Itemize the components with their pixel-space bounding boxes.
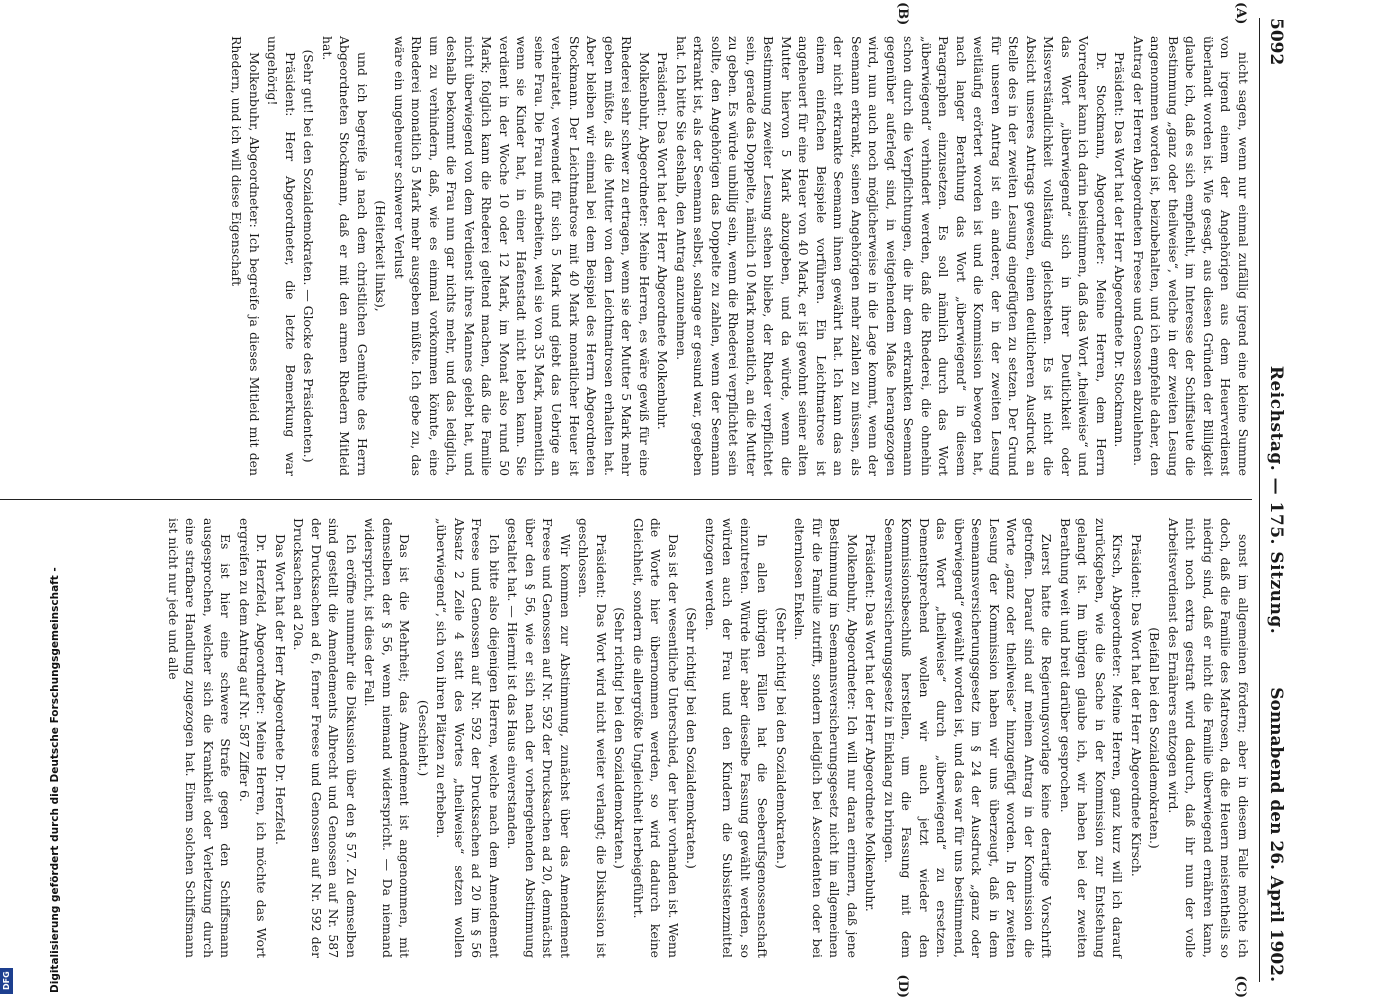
paragraph: sonst im allgemeinen fördern; aber in diesem Falle möchte ich doch, daß die Familie des Matrosen, da die Heuern meistentheils so niedrig sind, daß er nicht die Familie überwiegend ernähren kann, nicht noch extra gestraft wird dadurch, daß ihr nun der volle Arbeitsverdienst des Ernährers entzogen wird. (1166, 518, 1251, 958)
paragraph: Präsident: Das Wort wird nicht weiter verlangt; die Diskussion ist geschlossen. (576, 518, 609, 958)
left-column (227, 36, 1252, 476)
paragraph: Präsident: Das Wort hat der Herr Abgeordnete Dr. Stockmann. (1112, 52, 1128, 448)
paragraph: (Beifall bei den Sozialdemokraten.) (1147, 627, 1163, 849)
paragraph: Molkenbuhr, Abgeordneter: Meine Herren, es wäre gewiß für eine Rhederei sehr schwer zu ertragen, wenn sie der Mutter 5 Mark mehr geben müßte, als die Mutter von dem Leichtmatrosen erhalten hat. Aber bleiben wir einmal bei dem Beispiel des Herrn Abgeordneten Stockmann. Der Leichtmatrose mit 40 Mark monatlicher Heuer ist verheiratet, verwendet für sich 5 Mark und giebt das Uebrige an seine Frau. Die Frau muß arbeiten, weil sie von 35 Mark, namentlich wenn sie Kinder hat, in einer Hafenstadt nicht leben kann. Sie verdient in der Woche 10 oder 12 Mark, im Monat also rund 50 Mark; folglich kann die Rhederei geltend machen, daß die Familie nicht überwiegend von dem Verdienst ihres Mannes gelebt hat, und deshalb bekommt die Frau nun gar nichts mehr, und das lediglich, um zu verhindern, daß, wie es einmal vorkommen könnte, eine Rhederei monatlich 5 Mark mehr ausgeben müßte. Ich gebe zu, das wäre ein ungeheurer schwerer Verlust (392, 36, 652, 476)
paragraph: und ich begreife ja nach dem christlichen Gemüthe des Herrn Abgeordneten Stockmann, daß er mit den armen Rhedern Mitleid hat. (320, 36, 370, 476)
paragraph: Dr. Stockmann, Abgeordneter: Meine Herren, dem Herrn Vorredner kann ich darin beistimmen, daß das Wort „theilweise“ und das Wort „überwiegend“ sich in ihrer Deutlichkeit oder Missverständlichkeit vollständig gleichstehen. Es ist nicht die Absicht unseres Antrags gewesen, einen deutlicheren Ausdruck an Stelle des in der zweiten Lesung eingefügten zu setzen. Der Grund für unseren Antrag ist ein anderer, der in der zweiten Lesung weitläufig erörtert worden ist und die Kommission bewogen hat, nach langer Berathung das Wort „überwiegend“ in diesem Paragraphen einzusetzen. Es soll nämlich durch das Wort „überwiegend“ verhindert werden, daß die Rhederei, die ohnehin schon durch die Verpflichtungen, die ihr dem erkrankten Seemann gegenüber auferlegt sind, in weitgehendem Maße herangezogen wird, nun auch noch möglicherweise in die Lage kommt, wenn der Seemann erkrankt, seinen Angehörigen mehr zahlen zu müssen, als der nicht erkrankte Seemann ihnen gewährt hat. Ich kann das an einem einfachen Beispiele vorführen. Ein Leichtmatrose ist angeheuert für eine Heuer von 40 Mark, er ist gewohnt seiner alten Mutter hiervon 5 Mark abzugeben, und da würde, wenn die Bestimmung zweiter Lesung stehen bliebe, der Rheder verpflichtet sein, gerade das Doppelte, nämlich 10 Mark monatlich, an die Mutter zu geben. Es würde unbillig sein, wenn die Rhederei verpflichtet sein sollte, den Angehörigen das Doppelte zu zahlen, wenn der Seemann erkrankt ist, als der Seemann selbst, solange er gesund war, gegeben hat. Ich bitte Sie deshalb, den Antrag anzunehmen. (674, 36, 1109, 476)
paragraph: (Sehr richtig! bei den Sozialdemokraten.) (684, 607, 700, 869)
paragraph: Präsident: Das Wort hat der Herr Abgeordnete Kirsch. (1129, 534, 1144, 877)
paragraph: Ich bitte also diejenigen Herren, welche nach dem Amendement Freese und Genossen auf Nr. 592 der Drucksachen ad 20 im § 56 Absatz 2 Zeile 4 statt des Wortes „theilweise“ setzen wollen „überwiegend“, sich von ihren Plätzen zu erheben. (434, 518, 502, 958)
right-column (164, 518, 1253, 958)
margin-letter-d: (D) (895, 974, 910, 998)
paragraph: Dr. Herzfeld, Abgeordneter: Meine Herren, ich möchte das Wort ergreifen zu dem Antrag auf Nr. 587 Ziffer 6. (237, 518, 270, 958)
paragraph: Das ist die Mehrheit; das Amendement ist angenommen, mit demselben der § 56, wenn niemand widerspricht. — Da niemand widerspricht, ist dies der Fall. (362, 518, 413, 958)
paragraph: Wir kommen zur Abstimmung, zunächst über das Amendement Freese und Genossen auf Nr. 592 der Drucksachen ad 20, demnächst über den § 56, wie er sich nach der vorhergehenden Abstimmung gestaltet hat. — Hiermit ist das Haus einverstanden. (505, 518, 573, 958)
digitization-credit-strip (0, 0, 61, 1000)
paragraph: Präsident: Das Wort hat der Herr Abgeordnete Molkenbuhr. (655, 52, 671, 430)
paragraph: Das Wort hat der Herr Abgeordnete Dr. Herzfeld. (273, 534, 288, 845)
paragraph: Präsident: Herr Abgeordneter, die letzte Bemerkung war ungehörig! (265, 36, 298, 476)
column-divider (0, 499, 1252, 500)
page-number: 5092 (1266, 18, 1286, 66)
paragraph: Präsident: Das Wort hat der Herr Abgeordnete Molkenbuhr. (863, 534, 879, 912)
paragraph: Molkenbuhr, Abgeordneter: Ich begreife ja dieses Mitleid mit den Rhedern, und ich will diese Eigenschaft (229, 36, 262, 476)
paragraph: Es ist hier eine schwere Strafe gegen den Schiffsmann ausgesprochen, welcher sich die Krankheit oder Verletzung durch eine strafbare Handlung zugezogen hat. Einem solchen Schiffsmann ist nicht nur jede und alle (166, 518, 234, 958)
digitization-credit-text: Digitalisierung gefördert durch die Deutsche Forschungsgemeinschaft - (49, 567, 61, 993)
paragraph: nicht sagen, wenn nur einmal zufällig irgend eine kleine Summe von irgend einem der Angehörigen aus dem Heuerverdienst überlandt worden ist. Wie gesagt, aus diesen Gründen der Billigkeit glaube ich, daß es sich empfiehlt, im Interesse der Schiffsleute die Bestimmung „ganz oder theilweise“, welche in der zweiten Lesung angenommen worden ist, beizubehalten, und ich empfehle daher, den Antrag der Herren Abgeordneten Freese und Genossen abzulehnen. (1131, 36, 1251, 476)
paragraph: Ich eröffne nunmehr die Diskussion über den § 57. Zu demselben sind gestellt die Amendements Albrecht und Genossen auf Nr. 587 der Drucksachen ad 6, ferner Freese und Genossen auf Nr. 592 der Drucksachen ad 20a. (291, 518, 359, 958)
margin-letter-a: (A) (1233, 2, 1248, 25)
paragraph: (Heiterkeit links), (373, 200, 389, 312)
page-date: Sonnabend den 26. April 1902. (1266, 687, 1286, 982)
paragraph: (Sehr richtig! bei den Sozialdemokraten.) (612, 607, 628, 869)
margin-letter-b: (B) (895, 2, 910, 26)
paragraph: In allen übrigen Fällen hat die Seeberufsgenossenschaft einzutreten. Würde hier aber dieselbe Fassung gewählt werden, so würden auch der Frau und den Kindern die Subsistenzmittel entzogen werden. (703, 518, 771, 958)
paragraph: Molkenbuhr, Abgeordneter: Ich will nur daran erinnern, daß jene Bestimmung im Seemannsversicherungsgesetz nicht im allgemeinen für die Familie zutrifft, sondern lediglich bei Ascendenten oder bei elternlosen Enkeln. (792, 518, 860, 958)
paragraph: Kirsch, Abgeordneter: Meine Herren, ganz kurz will ich darauf zurückgeben, wie die Sache in der Kommission zur Entstehung gelangt ist. Im übrigen glaube ich, wir haben bei der zweiten Berathung weit und breit darüber gesprochen. (1058, 518, 1126, 958)
paragraph: (Sehr richtig! bei den Sozialdemokraten.) (774, 607, 789, 869)
paragraph: Das ist der wesentliche Unterschied, der hier vorhanden ist. Wenn die Worte hier übernommen werden, so wird dadurch keine Gleichheit, sondern die allergrößte Ungleichheit herbeigeführt. (631, 518, 681, 958)
page-header (1259, 18, 1288, 982)
margin-letter-c: (C) (1233, 975, 1248, 998)
paragraph: Zuerst hatte die Regierungsvorlage keine derartige Vorschrift getroffen. Darauf sind auf meinen Antrag in der Kommission die Worte „ganz oder theilweise“ hinzugefügt worden. In der zweiten Lesung der Kommission haben wir uns überzeugt, daß in dem Seemannsversicherungsgesetz im § 24 der Ausdruck „ganz oder überwiegend“ gewählt worden ist, und das war für uns bestimmend, das Wort „theilweise“ durch „überwiegend“ zu ersetzen. Dementsprechend wollen wir auch jetzt wieder den Kommissionsbeschluß herstellen, um die Fassung mit dem Seemannsversicherungsgesetz in Einklang zu bringen. (882, 518, 1055, 958)
paragraph: (Geschieht.) (416, 699, 431, 777)
page-title: Reichstag. — 175. Sitzung. (1266, 365, 1286, 635)
paragraph: (Sehr gut! bei den Sozialdemokraten. — Glocke des Präsidenten.) (301, 49, 317, 463)
dfg-logo: DFG (0, 968, 13, 994)
